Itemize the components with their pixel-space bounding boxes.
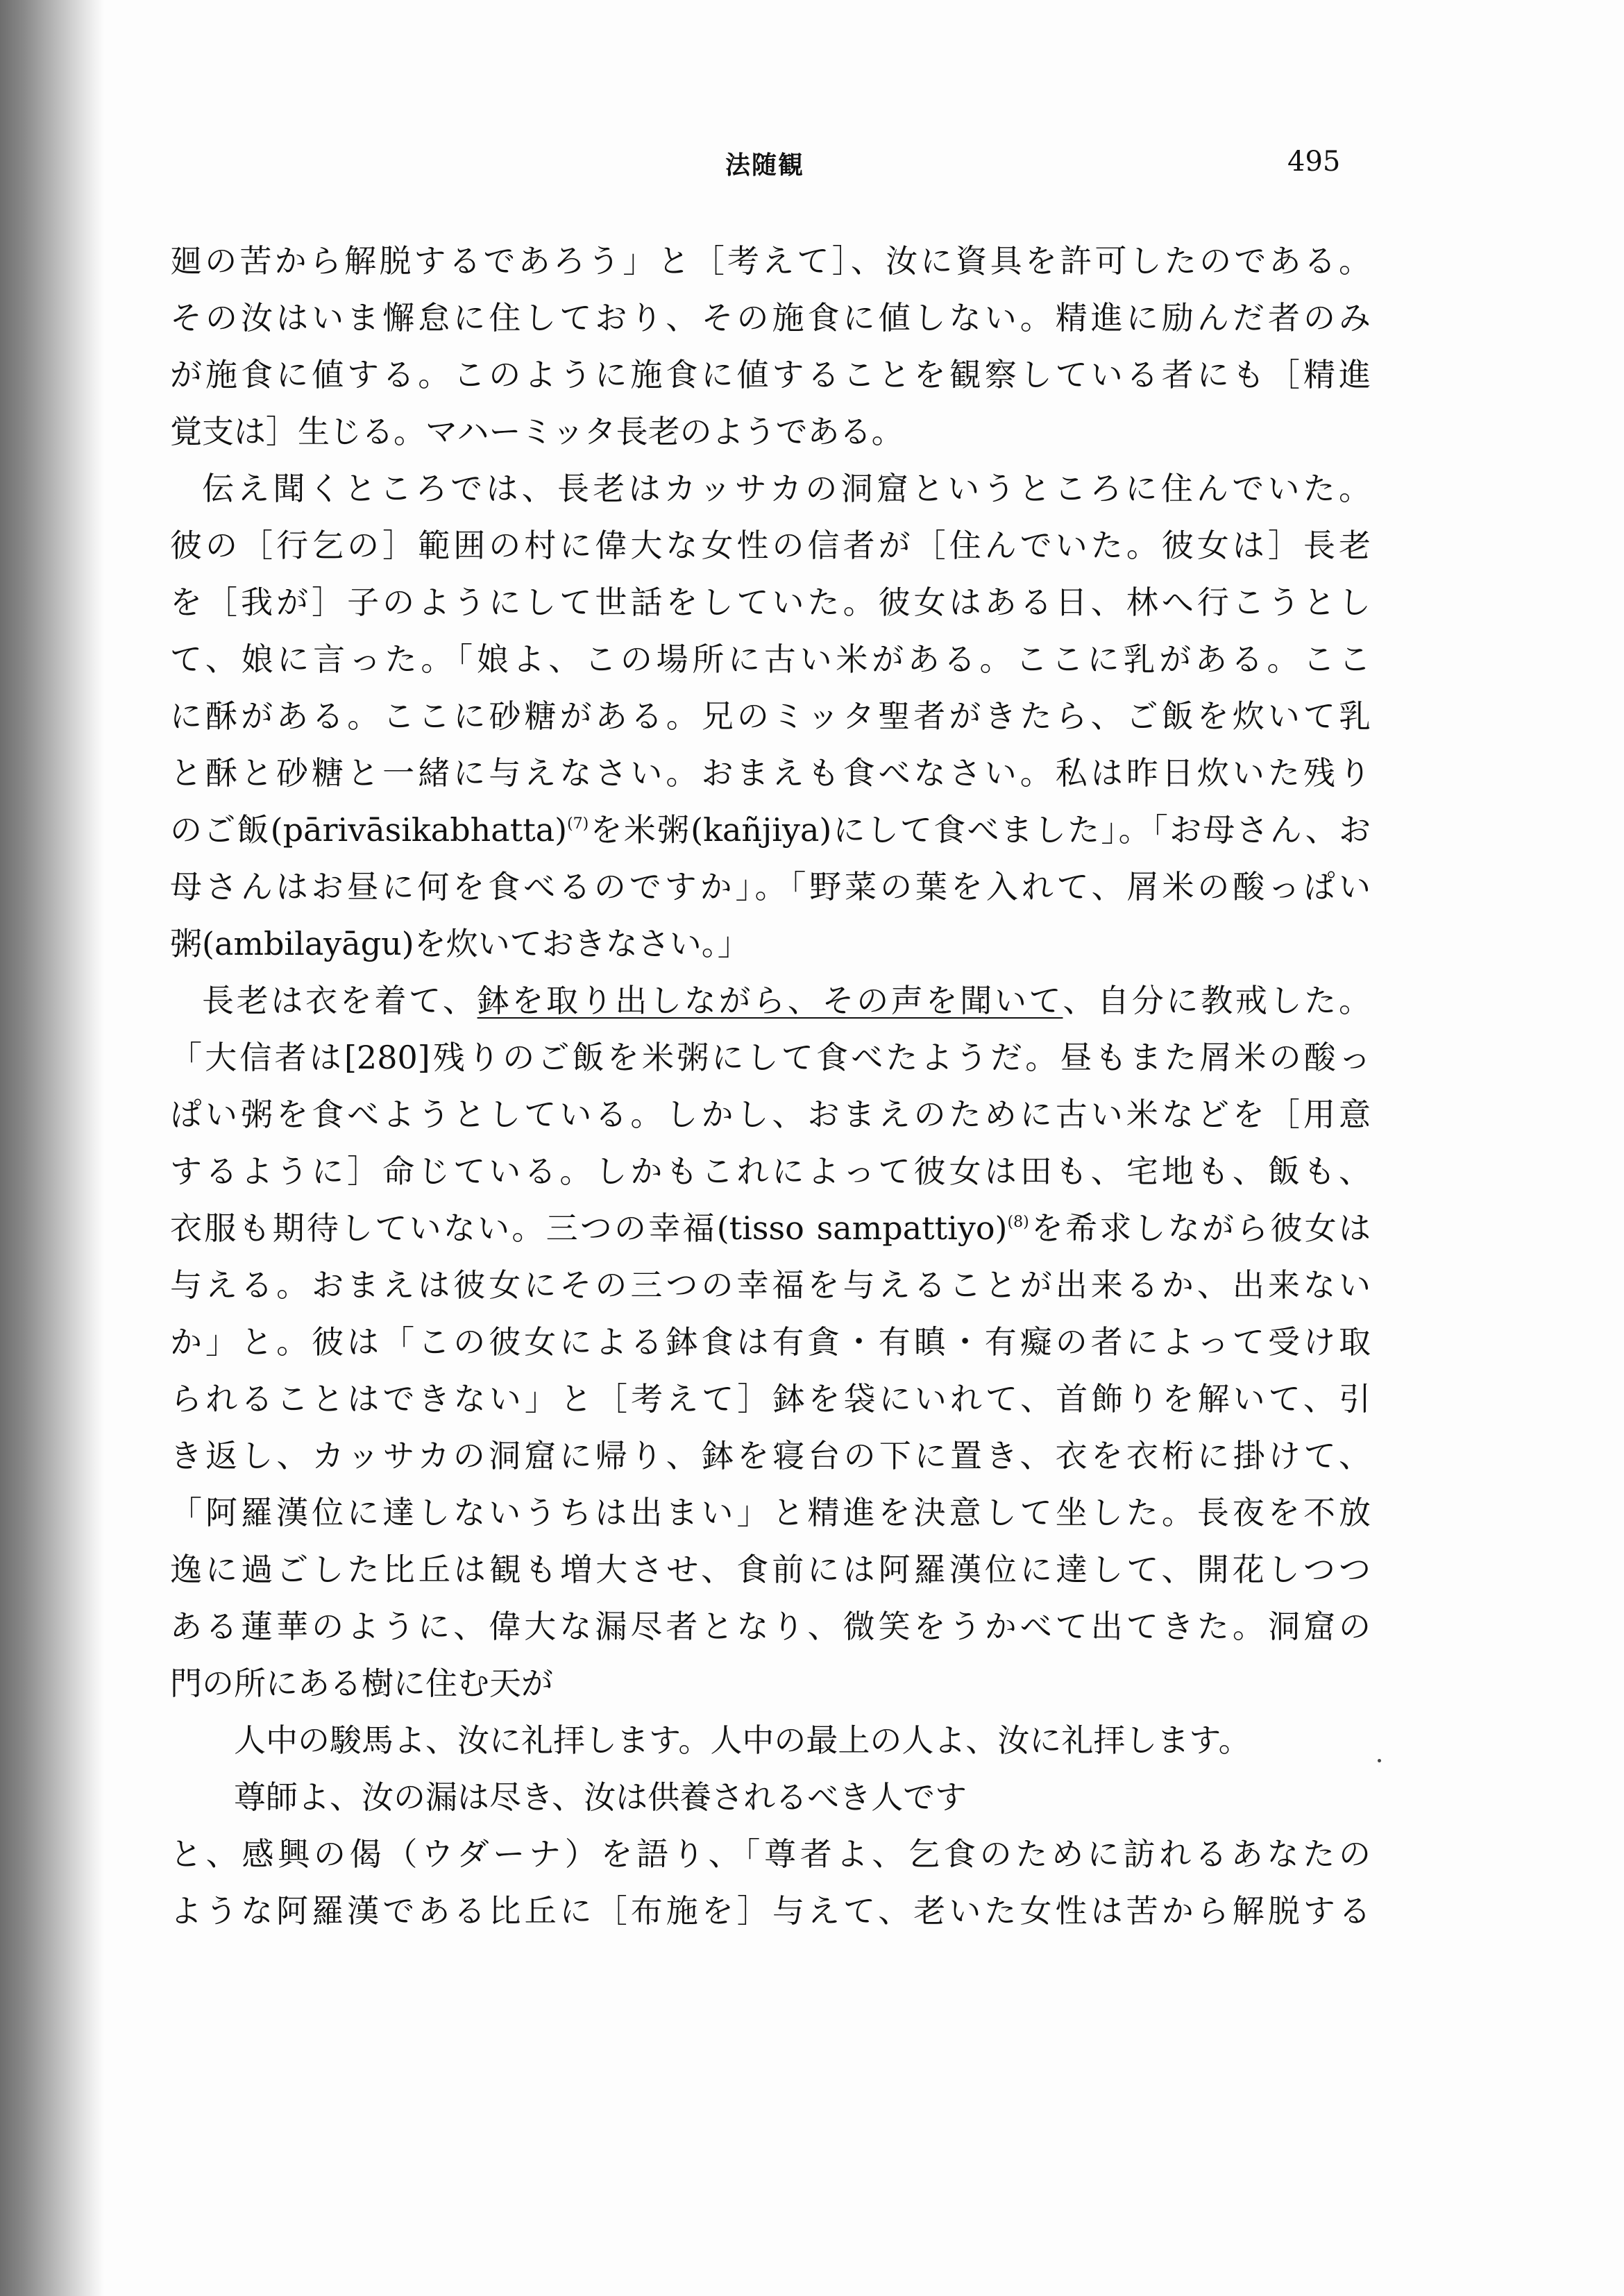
- footnote-marker: (7): [567, 815, 589, 833]
- line-segment: を希求しながら彼女は: [1029, 1209, 1371, 1247]
- running-title: 法随観: [725, 151, 805, 180]
- text-line: 覚支は］生じる。マハーミッタ長老のようである。: [170, 413, 904, 450]
- text-line: て、娘に言った。「娘よ、この場所に古い米がある。ここに乳がある。ここ: [170, 640, 1371, 678]
- footnote-marker: (8): [1007, 1214, 1029, 1231]
- text-line: 「阿羅漢位に達しないうちは出まい」と精進を決意して坐した。長夜を不放: [170, 1494, 1371, 1531]
- text-line: ある蓮華のように、偉大な漏尽者となり、微笑をうかべて出てきた。洞窟の: [170, 1608, 1371, 1645]
- text-line: [170, 972, 1371, 1029]
- line-segment: 、自分に教戒した。: [1063, 982, 1371, 1019]
- text-line: 逸に過ごした比丘は観も増大させ、食前には阿羅漢位に達して、開花しつつ: [170, 1551, 1371, 1588]
- line-segment: を米粥(kañjiya)にして食べました」。「お母さん、お: [589, 811, 1371, 849]
- text-line: られることはできない」と［考えて］鉢を袋にいれて、首飾りを解いて、引: [170, 1380, 1371, 1418]
- text-line: その汝はいま懈怠に住しており、その施食に値しない。精進に励んだ者のみ: [170, 299, 1371, 337]
- verse-line: 人中の駿馬よ、汝に礼拝します。人中の最上の人よ、汝に礼拝します。: [234, 1721, 1251, 1759]
- text-line: と酥と砂糖と一緒に与えなさい。おまえも食べなさい。私は昨日炊いた残り: [170, 754, 1371, 792]
- text-line: 門の所にある樹に住む天が: [170, 1665, 553, 1702]
- body-text: [170, 232, 1371, 1939]
- text-line: 廻の苦から解脱するであろう」と［考えて］、汝に資具を許可したのである。: [170, 242, 1371, 280]
- page-header: [0, 146, 1624, 187]
- text-line: 母さんはお昼に何を食べるのですか」。「野菜の葉を入れて、屑米の酸っぱい: [170, 868, 1371, 905]
- text-line: が施食に値する。このように施食に値することを観察している者にも［精進: [170, 356, 1371, 393]
- text-line: ような阿羅漢である比丘に［布施を］与えて、老いた女性は苦から解脱する: [170, 1892, 1371, 1930]
- line-segment: 衣服も期待していない。三つの幸福(tisso sampattiyo): [170, 1209, 1008, 1247]
- page-number: 495: [1287, 146, 1341, 178]
- text-line: するように］命じている。しかもこれによって彼女は田も、宅地も、飯も、: [170, 1153, 1371, 1190]
- text-line: ぱい粥を食べようとしている。しかし、おまえのために古い米などを［用意: [170, 1096, 1371, 1133]
- text-line: [170, 801, 1371, 858]
- text-line: き返し、カッサカの洞窟に帰り、鉢を寝台の下に置き、衣を衣桁に掛けて、: [170, 1437, 1371, 1474]
- scan-speck: [1378, 1759, 1381, 1762]
- text-line: に酥がある。ここに砂糖がある。兄のミッタ聖者がきたら、ご飯を炊いて乳: [170, 697, 1371, 735]
- text-line: か」と。彼は「この彼女による鉢食は有貪・有瞋・有癡の者によって受け取: [170, 1323, 1371, 1361]
- text-line: 与える。おまえは彼女にその三つの幸福を与えることが出来るか、出来ない: [170, 1266, 1371, 1304]
- text-line: 彼の［行乞の］範囲の村に偉大な女性の信者が［住んでいた。彼女は］長老: [170, 527, 1371, 564]
- text-line: 伝え聞くところでは、長老はカッサカの洞窟というところに住んでいた。: [202, 470, 1371, 507]
- binding-shadow: [0, 0, 104, 2296]
- text-line: 粥(ambilayāgu)を炊いておきなさい。」: [170, 925, 750, 962]
- text-line: を［我が］子のようにして世話をしていた。彼女はある日、林へ行こうとし: [170, 584, 1371, 621]
- text-line: と、感興の偈（ウダーナ）を語り、「尊者よ、乞食のために訪れるあなたの: [170, 1835, 1371, 1873]
- text-line: [170, 1200, 1371, 1257]
- underlined-phrase: 鉢を取り出しながら、その声を聞いて: [477, 982, 1063, 1019]
- line-segment: 長老は衣を着て、: [202, 982, 477, 1019]
- line-segment: のご飯(pārivāsikabhatta): [170, 811, 568, 849]
- text-line: 「大信者は[280]残りのご飯を米粥にして食べたようだ。昼もまた屑米の酸っ: [170, 1039, 1371, 1076]
- verse-line: 尊師よ、汝の漏は尽き、汝は供養されるべき人です: [234, 1778, 967, 1816]
